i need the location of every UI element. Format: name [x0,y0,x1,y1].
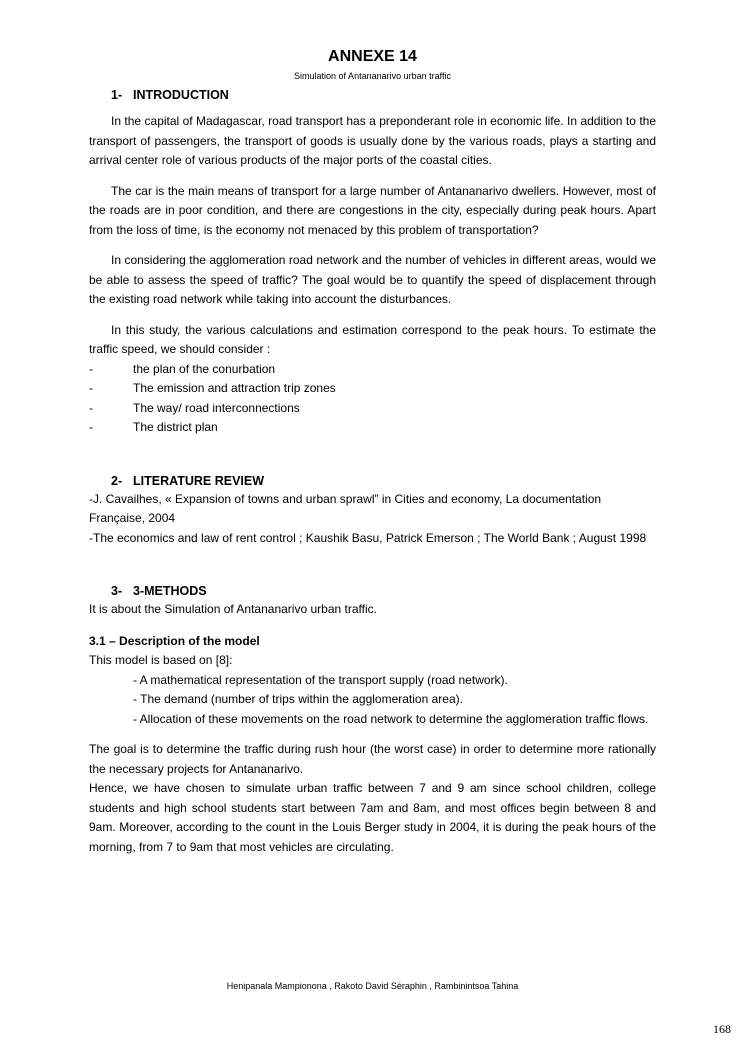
list-item: - The way/ road interconnections [89,400,300,415]
section-heading-introduction [111,87,656,104]
page-content [89,46,656,857]
section-title: LITERATURE REVIEW [133,473,265,488]
section-number: 3- [111,584,123,598]
list-item: - The demand (number of trips within the agglomeration area). [133,692,463,706]
section-number: 1- [111,88,123,102]
methods-intro: It is about the Simulation of Antananarivo urban traffic. [89,602,377,616]
intro-paragraph-2: The car is the main means of transport for a large number of Antananarivo dwellers. However, most of the roads are in poor condition, and there are congestions in the city, especially during peak hours. Apart from the loss of time, is the economy not menaced by this problem of transportation? [89,183,656,237]
page-title: ANNEXE 14 [328,48,417,65]
list-item: - A mathematical representation of the transport supply (road network). [133,672,508,687]
intro-paragraph-4: In this study, the various calculations and estimation correspond to the peak hours. To estimate the traffic speed, we should consider : [89,322,656,356]
intro-paragraph-1: In the capital of Madagascar, road transport has a preponderant role in economic life. In addition to the transport of passengers, the transport of goods is usually done by the various roads, plays a starting and arrival center role of various products of the major ports of the coastal cities. [89,114,656,167]
subsection-intro: This model is based on [8]: [89,653,233,667]
section-heading-methods [111,583,656,600]
page-number: 168 [713,1022,731,1036]
list-item: - The emission and attraction trip zones [89,381,336,395]
considerations-list [89,360,656,438]
reference-2: -The economics and law of rent control ; Kaushik Basu, Patrick Emerson ; The World Bank ; August 1998 [89,530,647,545]
section-title: INTRODUCTION [133,88,229,102]
reference-1: -J. Cavailhes, « Expansion of towns and urban sprawl” in Cities and economy, La documentation Française, 2004 [89,491,602,525]
list-item: - Allocation of these movements on the road network to determine the agglomeration traffic flows. [133,711,649,726]
section-heading-literature-review [111,473,656,490]
intro-paragraph-3: In considering the agglomeration road network and the number of vehicles in different areas, would we be able to assess the speed of traffic? The goal would be to quantify the speed of displacement through the existing road network while taking into account the disturbances. [89,253,656,306]
list-item: - the plan of the conurbation [89,361,276,376]
list-item: - The district plan [89,420,218,434]
hence-paragraph: Hence, we have chosen to simulate urban traffic between 7 and 9 am since school children, college students and high school students start between 7am and 8am, and most offices begin between 8 and 9am. Moreover, according to the count in the Louis Berger study in 2004, it is during the peak hours of the morning, from 7 to 9am that most vehicles are circulating. [89,781,656,854]
subsection-title: 3.1 – Description of the model [89,633,260,648]
goal-paragraph: The goal is to determine the traffic during rush hour (the worst case) in order to determine more rationally the necessary projects for Antananarivo. [89,742,656,776]
section-number: 2- [111,473,123,488]
page-subtitle: Simulation of Antananarivo urban traffic [294,71,451,81]
model-components-list [89,671,656,730]
footer-authors: Henipanala Mampionona , Rakoto David Séraphin , Rambinintsoa Tahina [226,981,519,991]
section-title: 3-METHODS [133,584,207,598]
